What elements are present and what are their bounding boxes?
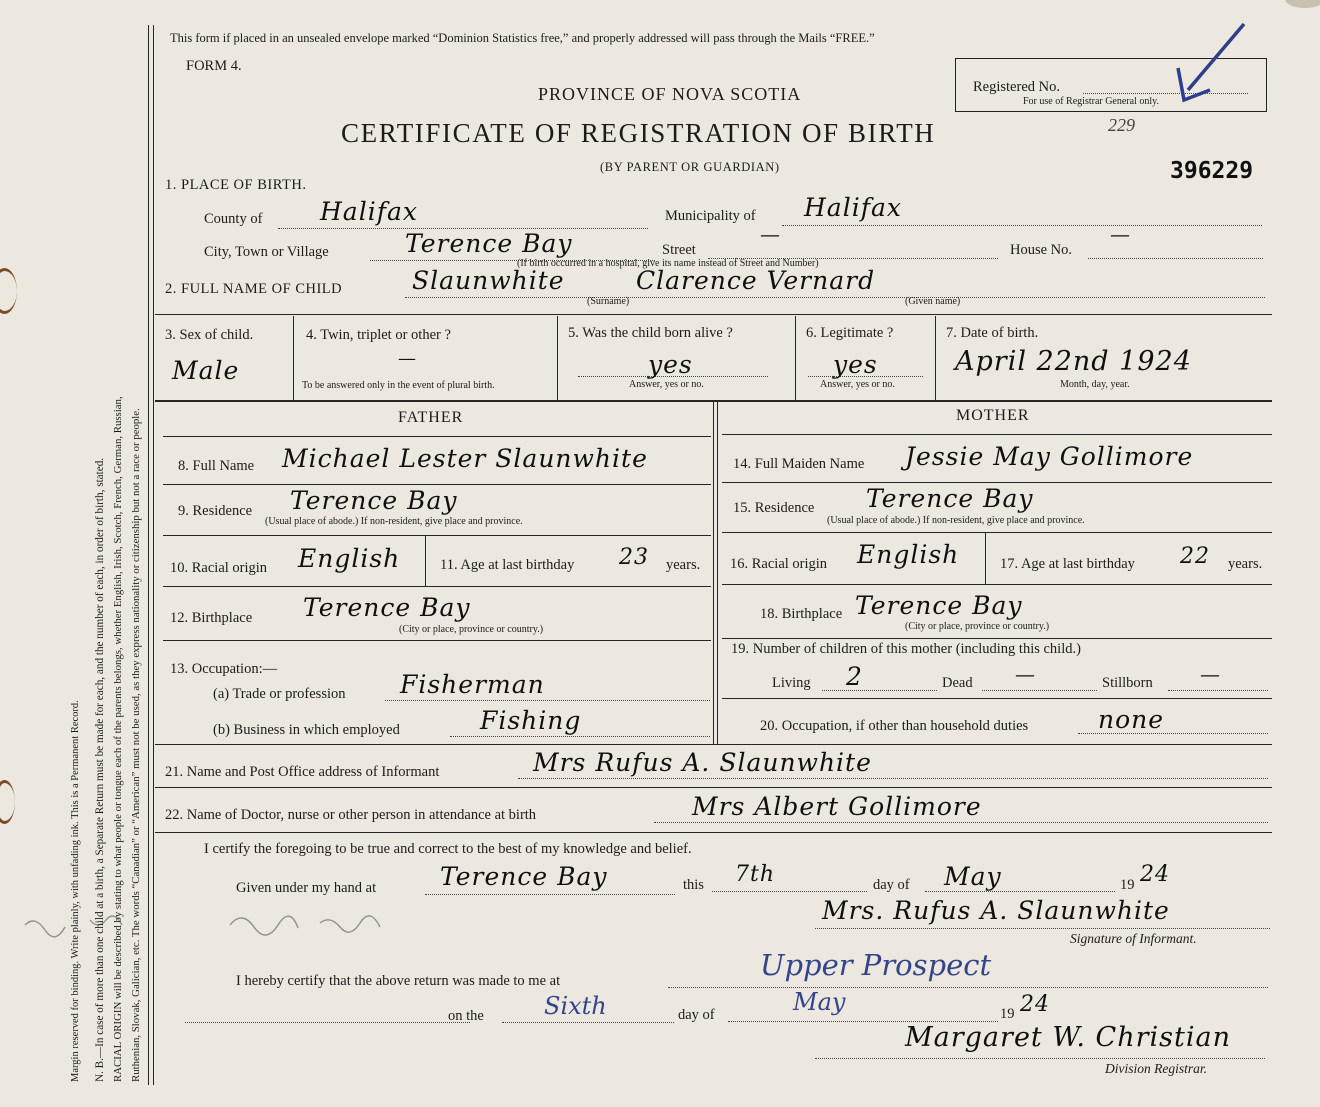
given-place-value: Terence Bay xyxy=(440,862,608,891)
rule xyxy=(163,535,711,536)
edge-mark xyxy=(0,780,15,824)
father-age-value: 23 xyxy=(619,545,649,570)
cert-month-value: May xyxy=(944,862,1002,891)
rule xyxy=(795,316,796,400)
day-line xyxy=(712,891,867,892)
father-years-label: years. xyxy=(666,557,701,573)
informant-value: Mrs Rufus A. Slaunwhite xyxy=(533,748,872,777)
father-business-label: (b) Business in which employed xyxy=(213,722,400,738)
mother-race-label: 16. Racial origin xyxy=(730,556,828,572)
father-residence-note: (Usual place of abode.) If non-resident, give place and province. xyxy=(265,516,523,527)
house-line xyxy=(1088,258,1263,259)
on-the-label: on the xyxy=(448,1008,484,1024)
rule xyxy=(985,533,986,584)
registrar-signature-label: Division Registrar. xyxy=(1105,1061,1208,1076)
mother-residence-note: (Usual place of abode.) If non-resident, give place and province. xyxy=(827,515,1085,526)
twin-value: — xyxy=(398,348,417,369)
stillborn-label: Stillborn xyxy=(1102,675,1153,691)
dead-line xyxy=(982,690,1097,691)
registrar-month-value: May xyxy=(793,988,846,1016)
registered-no-label: Registered No. xyxy=(973,79,1060,95)
given-place-line xyxy=(425,894,675,895)
mother-race-value: English xyxy=(857,540,960,569)
registrar-day-line xyxy=(502,1022,674,1023)
municipality-label: Municipality of xyxy=(665,208,756,224)
rule xyxy=(155,787,1272,788)
month-line xyxy=(925,891,1115,892)
street-label: Street xyxy=(662,242,696,258)
rule xyxy=(722,482,1272,483)
year-prefix: 19 xyxy=(1120,877,1135,893)
father-race-value: English xyxy=(298,544,401,573)
dob-value: April 22nd 1924 xyxy=(955,346,1192,377)
registrar-place-value: Upper Prospect xyxy=(760,948,992,982)
informant-line xyxy=(518,778,1268,779)
rule xyxy=(935,316,936,400)
pen-check-mark xyxy=(1170,20,1250,110)
page-subtitle: (BY PARENT OR GUARDIAN) xyxy=(600,160,780,174)
rule xyxy=(163,640,711,641)
father-business-line xyxy=(450,736,710,737)
margin-note-3: RACIAL ORIGIN will be described by stating to what people or tongue each of the parents belongs, whether English, Irish, Scotch, French, German, Russian, xyxy=(112,396,124,1082)
city-label: City, Town or Village xyxy=(204,244,329,260)
registrar-use-note: For use of Registrar General only. xyxy=(1023,96,1159,107)
mother-occupation-label: 20. Occupation, if other than household duties xyxy=(760,718,1029,734)
given-under-label: Given under my hand at xyxy=(236,880,377,896)
father-occupation-label: 13. Occupation:— xyxy=(170,661,278,677)
rule xyxy=(722,434,1272,435)
hospital-note: (If birth occurred in a hospital, give its name instead of Street and Number) xyxy=(517,258,819,269)
mother-name-value: Jessie May Gollimore xyxy=(905,442,1194,471)
dob-label: 7. Date of birth. xyxy=(946,325,1039,341)
legitimate-value: yes xyxy=(833,350,878,379)
rule xyxy=(425,536,426,586)
certify-statement: I certify the foregoing to be true and correct to the best of my knowledge and belief. xyxy=(204,841,692,857)
rule xyxy=(155,832,1272,833)
born-alive-value: yes xyxy=(648,350,693,379)
stillborn-value: — xyxy=(1200,662,1221,686)
margin-scribble xyxy=(20,905,460,945)
informant-signature: Mrs. Rufus A. Slaunwhite xyxy=(822,896,1170,925)
father-heading: FATHER xyxy=(398,409,464,426)
column-divider xyxy=(713,402,714,744)
given-name-caption: (Given name) xyxy=(905,296,961,307)
cert-day-value: 7th xyxy=(735,862,776,887)
house-label: House No. xyxy=(1010,242,1073,258)
father-race-label: 10. Racial origin xyxy=(170,560,268,576)
corner-mark xyxy=(1285,0,1320,8)
margin-note-2: N. B.—In case of more than one child at a birth, a Separate Return must be made for each, and the number of each, in order of birth, stated. xyxy=(94,457,106,1082)
father-trade-line xyxy=(385,700,710,701)
street-value: — xyxy=(760,222,781,246)
father-birthplace-value: Terence Bay xyxy=(303,593,471,622)
margin-note-1: Margin reserved for binding. Write plainly, with unfading ink. This is a Permanent Record. xyxy=(70,700,81,1082)
rule xyxy=(163,436,711,437)
registrar-statement: I hereby certify that the above return was made to me at xyxy=(236,973,561,989)
postal-notice: This form if placed in an unsealed envelope marked “Dominion Statistics free,” and properly addressed will pass through the Mails “FREE.” xyxy=(170,31,875,45)
legitimate-note: Answer, yes or no. xyxy=(820,379,895,390)
province-heading: PROVINCE OF NOVA SCOTIA xyxy=(538,84,802,104)
this-label: this xyxy=(683,877,704,893)
registrar-year-value: 24 xyxy=(1020,992,1050,1017)
house-value: — xyxy=(1110,222,1131,246)
father-age-label: 11. Age at last birthday xyxy=(440,557,575,573)
day-of-label: day of xyxy=(873,877,910,893)
father-trade-value: Fisherman xyxy=(400,670,545,699)
stamped-number: 396229 xyxy=(1170,158,1254,184)
father-birthplace-note: (City or place, province or country.) xyxy=(399,624,544,635)
child-given-name: Clarence Vernard xyxy=(636,266,876,295)
born-alive-label: 5. Was the child born alive ? xyxy=(568,325,733,341)
mother-children-label: 19. Number of children of this mother (including this child.) xyxy=(731,641,1081,657)
informant-signature-line xyxy=(815,928,1270,929)
child-name-label: 2. FULL NAME OF CHILD xyxy=(165,281,343,297)
rule xyxy=(163,484,711,485)
city-value: Terence Bay xyxy=(405,229,573,258)
mother-birthplace-note: (City or place, province or country.) xyxy=(905,621,1050,632)
mother-years-label: years. xyxy=(1228,556,1263,572)
mother-residence-value: Terence Bay xyxy=(866,484,1034,513)
dead-label: Dead xyxy=(942,675,973,691)
rule xyxy=(722,638,1272,639)
county-label: County of xyxy=(204,211,263,227)
mother-heading: MOTHER xyxy=(956,407,1030,424)
surname-caption: (Surname) xyxy=(587,296,630,307)
edge-mark xyxy=(0,268,17,314)
mother-age-value: 22 xyxy=(1180,544,1210,569)
place-of-birth-label: 1. PLACE OF BIRTH. xyxy=(165,177,307,193)
living-value: 2 xyxy=(846,662,863,691)
page-title: CERTIFICATE OF REGISTRATION OF BIRTH xyxy=(341,118,936,148)
legitimate-label: 6. Legitimate ? xyxy=(806,325,894,341)
mother-residence-label: 15. Residence xyxy=(733,500,815,516)
municipality-line xyxy=(782,225,1262,226)
sex-label: 3. Sex of child. xyxy=(165,327,254,343)
rule xyxy=(163,586,711,587)
father-residence-value: Terence Bay xyxy=(290,486,458,515)
father-residence-label: 9. Residence xyxy=(178,503,253,519)
registrar-signature-line xyxy=(815,1058,1265,1059)
living-label: Living xyxy=(772,675,811,691)
father-trade-label: (a) Trade or profession xyxy=(213,686,346,702)
mother-name-label: 14. Full Maiden Name xyxy=(733,456,865,472)
twin-note: To be answered only in the event of plural birth. xyxy=(302,380,495,391)
rule xyxy=(722,584,1272,585)
mother-birthplace-value: Terence Bay xyxy=(855,591,1023,620)
informant-signature-label: Signature of Informant. xyxy=(1070,931,1197,946)
margin-note-4: Ruthenian, Slovak, Galician, etc. The words “Canadian” or “American” must not be used, as they express nationality or citizenship but not a race or people. xyxy=(130,408,142,1082)
rule xyxy=(155,314,1272,315)
rule xyxy=(293,316,294,400)
registrar-year-prefix: 19 xyxy=(1000,1006,1015,1022)
father-name-value: Michael Lester Slaunwhite xyxy=(282,444,648,473)
informant-label: 21. Name and Post Office address of Informant xyxy=(165,764,440,780)
form-number: FORM 4. xyxy=(186,58,242,74)
doctor-value: Mrs Albert Gollimore xyxy=(692,792,982,821)
registrar-day-of-label: day of xyxy=(678,1007,715,1023)
dead-value: — xyxy=(1015,662,1036,686)
father-name-label: 8. Full Name xyxy=(178,458,255,474)
mother-age-label: 17. Age at last birthday xyxy=(1000,556,1135,572)
child-surname: Slaunwhite xyxy=(412,266,565,295)
registrar-place-line xyxy=(668,987,1268,988)
cert-year-value: 24 xyxy=(1140,862,1170,887)
stillborn-line xyxy=(1168,690,1268,691)
registrar-day-value: Sixth xyxy=(544,992,607,1020)
rule xyxy=(722,698,1272,699)
registrar-lead-line xyxy=(185,1022,470,1023)
dob-note: Month, day, year. xyxy=(1060,379,1130,390)
county-value: Halifax xyxy=(320,197,418,226)
municipality-value: Halifax xyxy=(804,193,902,222)
doctor-line xyxy=(654,822,1268,823)
rule xyxy=(722,532,1272,533)
father-birthplace-label: 12. Birthplace xyxy=(170,610,253,626)
mother-occupation-value: none xyxy=(1098,705,1165,734)
child-name-line xyxy=(405,297,1265,298)
rule xyxy=(155,744,1272,745)
rule xyxy=(557,316,558,400)
handwritten-number: 229 xyxy=(1108,115,1135,135)
column-divider xyxy=(717,402,718,744)
doctor-label: 22. Name of Doctor, nurse or other person in attendance at birth xyxy=(165,807,537,823)
registrar-signature: Margaret W. Christian xyxy=(905,1022,1231,1053)
father-business-value: Fishing xyxy=(480,706,582,735)
born-alive-note: Answer, yes or no. xyxy=(629,379,704,390)
sex-value: Male xyxy=(172,356,240,385)
mother-birthplace-label: 18. Birthplace xyxy=(760,606,843,622)
twin-label: 4. Twin, triplet or other ? xyxy=(306,327,451,343)
living-line xyxy=(822,690,937,691)
